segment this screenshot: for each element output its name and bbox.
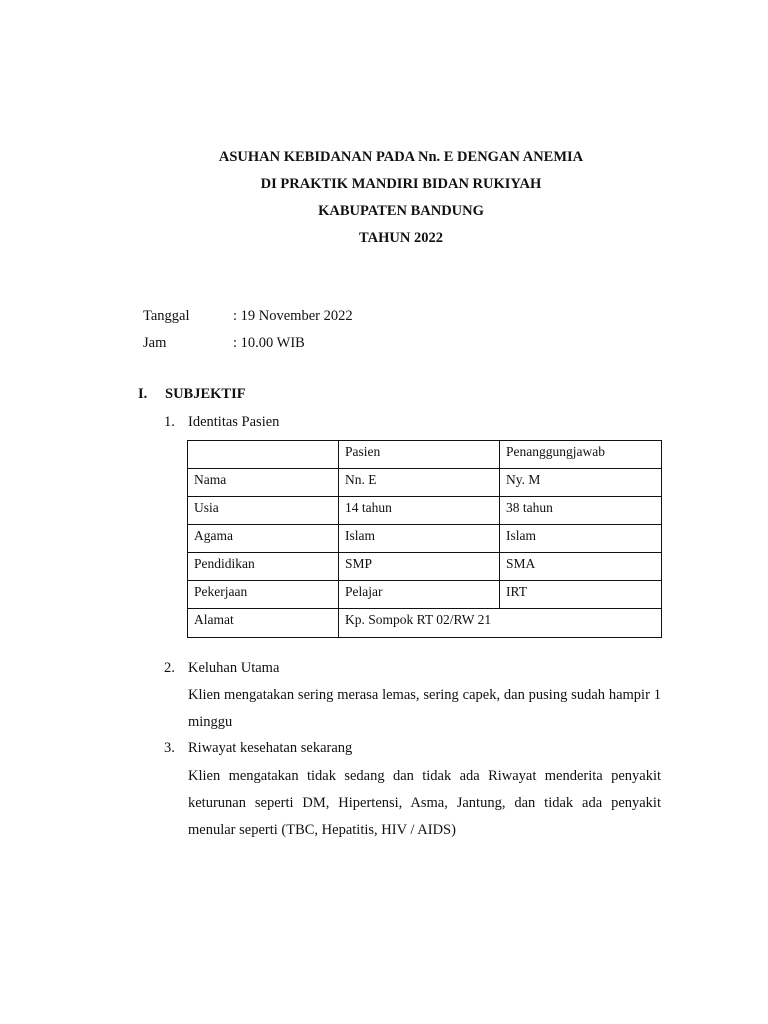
table-cell: Kp. Sompok RT 02/RW 21 bbox=[339, 609, 662, 638]
table-cell: Ny. M bbox=[500, 469, 662, 497]
table-header-cell: Penanggungjawab bbox=[500, 441, 662, 469]
table-cell: IRT bbox=[500, 581, 662, 609]
table-cell: 38 tahun bbox=[500, 497, 662, 525]
time-value: : 10.00 WIB bbox=[233, 335, 305, 351]
title-line-1: ASUHAN KEBIDANAN PADA Nn. E DENGAN ANEMIA bbox=[218, 149, 584, 165]
item-identitas bbox=[164, 414, 279, 431]
date-row bbox=[143, 308, 353, 325]
title-line-4: TAHUN 2022 bbox=[359, 230, 443, 246]
item-label: Riwayat kesehatan sekarang bbox=[188, 740, 353, 756]
table-cell: Islam bbox=[339, 525, 500, 553]
table-row bbox=[188, 553, 662, 581]
table-cell: Pelajar bbox=[339, 581, 500, 609]
table-cell: Pekerjaan bbox=[188, 581, 339, 609]
table-row bbox=[188, 469, 662, 497]
item-number: 1. bbox=[164, 414, 175, 430]
title-line-3: KABUPATEN BANDUNG bbox=[318, 203, 484, 219]
table-row bbox=[188, 581, 662, 609]
table-row bbox=[188, 525, 662, 553]
section-heading bbox=[138, 386, 246, 403]
table-cell: SMA bbox=[500, 553, 662, 581]
table-header-row bbox=[188, 441, 662, 469]
time-label: Jam bbox=[143, 335, 167, 351]
section-number: I. bbox=[138, 386, 148, 402]
keluhan-text: Klien mengatakan sering merasa lemas, sering capek, dan pusing sudah hampir 1 minggu bbox=[188, 687, 661, 730]
date-value: : 19 November 2022 bbox=[233, 308, 353, 324]
identity-table bbox=[187, 440, 662, 638]
document-title bbox=[0, 144, 768, 252]
item-label: Identitas Pasien bbox=[188, 414, 280, 430]
table-cell: Nama bbox=[188, 469, 339, 497]
riwayat-text: Klien mengatakan tidak sedang dan tidak ada Riwayat menderita penyakit keturunan seperti DM, Hipertensi, Asma, Jantung, dan tidak ada penyakit menular seperti (TBC, Hepatitis, HIV / AIDS) bbox=[188, 768, 661, 838]
table-cell: Pendidikan bbox=[188, 553, 339, 581]
table-row bbox=[188, 497, 662, 525]
table-cell: Alamat bbox=[188, 609, 339, 638]
item-keluhan bbox=[164, 660, 279, 677]
table-cell: Islam bbox=[500, 525, 662, 553]
table-cell: Agama bbox=[188, 525, 339, 553]
table-header-cell bbox=[188, 441, 339, 469]
item-number: 3. bbox=[164, 740, 175, 756]
table-header-cell: Pasien bbox=[339, 441, 500, 469]
table-cell: 14 tahun bbox=[339, 497, 500, 525]
item-number: 2. bbox=[164, 660, 175, 676]
item-riwayat bbox=[164, 740, 352, 757]
item-label: Keluhan Utama bbox=[188, 660, 280, 676]
time-row bbox=[143, 335, 305, 352]
table-cell: Nn. E bbox=[339, 469, 500, 497]
table-row-address bbox=[188, 609, 662, 638]
date-label: Tanggal bbox=[143, 308, 190, 324]
table-cell: SMP bbox=[339, 553, 500, 581]
table-cell: Usia bbox=[188, 497, 339, 525]
title-line-2: DI PRAKTIK MANDIRI BIDAN RUKIYAH bbox=[260, 176, 542, 192]
section-label: SUBJEKTIF bbox=[165, 386, 246, 402]
